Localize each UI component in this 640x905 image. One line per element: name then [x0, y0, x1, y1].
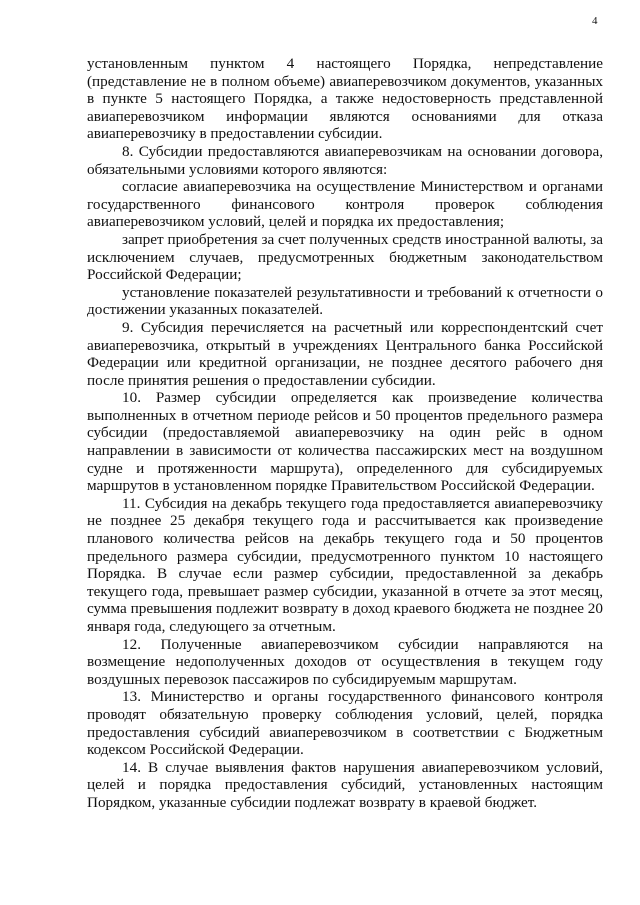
paragraph-item-11: 11. Субсидия на декабрь текущего года предоставляется авиаперевозчику не позднее 25 декабря текущего года и рассчитывается как произведение планового количества рейсов на декабрь текущего года и 50 процентов предельного размера субсидии, предусмотренного пунктом 10 настоящего Порядка. В случае если размер субсидии, предоставленной за декабрь текущего года, превышает размер субсидии, указанной в отчете за этот месяц, сумма превышения подлежит возврату в доход краевого бюджета не позднее 20 января года, следующего за отчетным.	[87, 494, 603, 635]
paragraph-condition-consent: согласие авиаперевозчика на осуществление Министерством и органами государственного финансового контроля проверок соблюдения авиаперевозчиком условий, целей и порядка их предоставления;	[87, 178, 603, 231]
paragraph-item-9: 9. Субсидия перечисляется на расчетный или корреспондентский счет авиаперевозчика, открытый в учреждениях Центрального банка Российской Федерации или кредитной организации, не позднее десятого рабочего дня после принятия решения о предоставлении субсидии.	[87, 318, 603, 389]
paragraph-condition-currency-ban: запрет приобретения за счет полученных средств иностранной валюты, за исключением случаев, предусмотренных бюджетным законодательством Российской Федерации;	[87, 230, 603, 284]
paragraph-item-10: 10. Размер субсидии определяется как произведение количества выполненных в отчетном периоде рейсов и 50 процентов предельного размера субсидии (предоставляемой авиаперевозчику на один рейс в одном направлении в зависимости от количества пассажирских мест на воздушном судне и протяженности маршрута), определенного для субсидируемых маршрутов в установленном порядке Правительством Российской Федерации.	[87, 389, 603, 495]
paragraph-condition-indicators: установление показателей результативности и требований к отчетности о достижении указанных показателей.	[87, 283, 603, 319]
document-body	[87, 55, 603, 812]
paragraph-item-12: 12. Полученные авиаперевозчиком субсидии направляются на возмещение недополученных доходов от осуществления в текущем году воздушных перевозок пассажиров по субсидируемым маршрутам.	[87, 635, 603, 688]
page-number: 4	[592, 15, 598, 27]
paragraph-item-8: 8. Субсидии предоставляются авиаперевозчикам на основании договора, обязательными условиями которого являются:	[87, 142, 603, 178]
paragraph-item-13: 13. Министерство и органы государственного финансового контроля проводят обязательную проверку соблюдения условий, целей, порядка предоставления субсидий авиаперевозчиком в соответствии с Бюджетным кодексом Российской Федерации.	[87, 688, 603, 759]
paragraph-item-14: 14. В случае выявления фактов нарушения авиаперевозчиком условий, целей и порядка предоставления субсидий, установленных настоящим Порядком, указанные субсидии подлежат возврату в краевой бюджет.	[87, 758, 603, 811]
paragraph-continuation: установленным пунктом 4 настоящего Порядка, непредставление (представление не в полном объеме) авиаперевозчиком документов, указанных в пункте 5 настоящего Порядка, а также недостоверность представленной авиаперевозчиком информации являются основаниями для отказа авиаперевозчику в предоставлении субсидии.	[87, 55, 603, 143]
